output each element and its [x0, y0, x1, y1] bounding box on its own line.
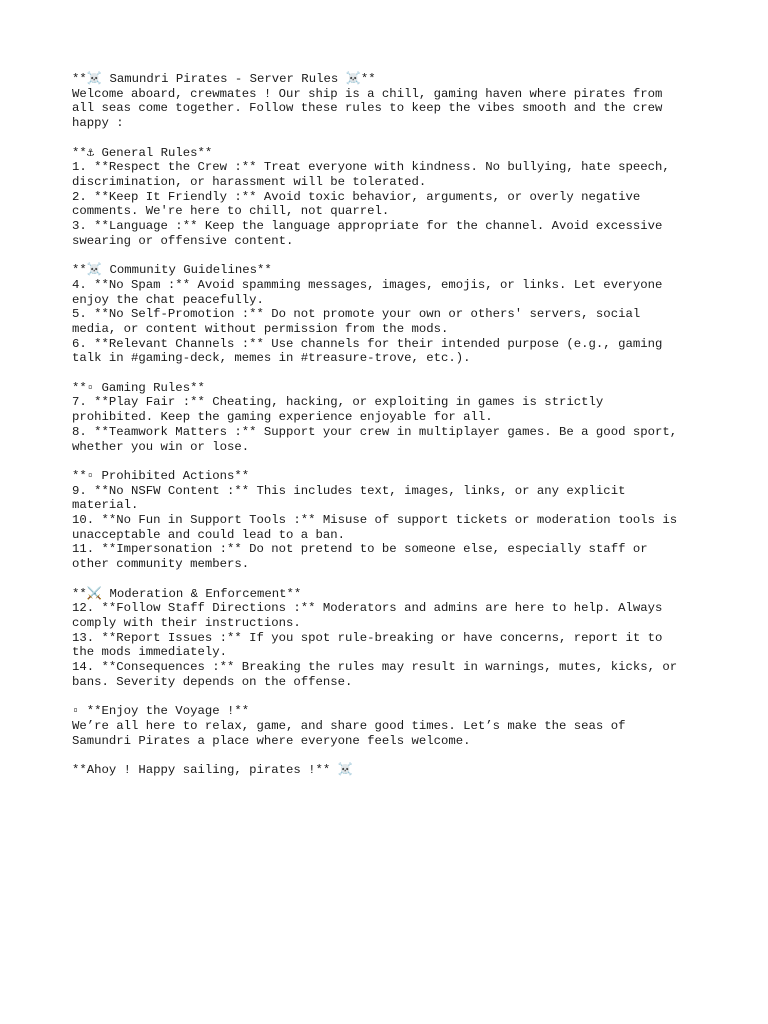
- rule-item-line: 12. **Follow Staff Directions :** Moderators and admins are here to help. Always: [72, 601, 663, 616]
- blank-line: [72, 131, 712, 146]
- rule-item-line: 13. **Report Issues :** If you spot rule-breaking or have concerns, report it to: [72, 630, 663, 645]
- rule-item-line: 8. **Teamwork Matters :** Support your crew in multiplayer games. Be a good sport,: [72, 424, 678, 439]
- rule-item-line: 10. **No Fun in Support Tools :** Misuse of support tickets or moderation tools is: [72, 513, 678, 528]
- section-heading: **⚔️ Moderation & Enforcement**: [72, 586, 302, 601]
- text-line: unacceptable and could lead to a ban.: [72, 527, 346, 542]
- section-heading: **☠️ Samundri Pirates - Server Rules ☠️**: [72, 72, 376, 86]
- text-line: prohibited. Keep the gaming experience enjoyable for all.: [72, 410, 493, 425]
- rule-item-line: 1. **Respect the Crew :** Treat everyone with kindness. No bullying, hate speech,: [72, 160, 670, 175]
- text-line: happy :: [72, 116, 124, 131]
- text-line: other community members.: [72, 557, 250, 572]
- text-line: Welcome aboard, crewmates ! Our ship is a chill, gaming haven where pirates from: [72, 86, 663, 101]
- text-line: We’re all here to relax, game, and share good times. Let’s make the seas of: [72, 718, 626, 733]
- text-line: material.: [72, 498, 139, 513]
- blank-line: [72, 366, 712, 381]
- text-line: all seas come together. Follow these rules to keep the vibes smooth and the crew: [72, 101, 663, 116]
- rule-item-line: 14. **Consequences :** Breaking the rules may result in warnings, mutes, kicks, or: [72, 660, 678, 675]
- section-heading: **⚓ General Rules**: [72, 145, 213, 160]
- document-page: [72, 72, 712, 778]
- text-line: media, or content without permission from the mods.: [72, 321, 449, 336]
- blank-line: [72, 748, 712, 763]
- rule-item-line: 5. **No Self-Promotion :** Do not promote your own or others' servers, social: [72, 307, 641, 322]
- text-line: Samundri Pirates a place where everyone feels welcome.: [72, 733, 471, 748]
- document-body: [72, 72, 712, 778]
- blank-line: [72, 572, 712, 587]
- text-line: swearing or offensive content.: [72, 233, 294, 248]
- text-line: comments. We're here to chill, not quarrel.: [72, 204, 390, 219]
- text-line: ▫ **Enjoy the Voyage !**: [72, 704, 250, 719]
- text-line: whether you win or lose.: [72, 439, 250, 454]
- blank-line: [72, 248, 712, 263]
- blank-line: [72, 454, 712, 469]
- rule-item-line: 7. **Play Fair :** Cheating, hacking, or exploiting in games is strictly: [72, 395, 604, 410]
- rule-item-line: 4. **No Spam :** Avoid spamming messages, images, emojis, or links. Let everyone: [72, 277, 663, 292]
- text-line: talk in #gaming-deck, memes in #treasure-trove, etc.).: [72, 351, 471, 366]
- text-line: comply with their instructions.: [72, 615, 301, 630]
- rule-item-line: 3. **Language :** Keep the language appropriate for the channel. Avoid excessive: [72, 219, 663, 234]
- rule-item-line: 2. **Keep It Friendly :** Avoid toxic behavior, arguments, or overly negative: [72, 189, 641, 204]
- section-heading: **☠️ Community Guidelines**: [72, 263, 272, 278]
- rule-item-line: 9. **No NSFW Content :** This includes text, images, links, or any explicit: [72, 483, 626, 498]
- text-line: enjoy the chat peacefully.: [72, 292, 264, 307]
- text-line: **Ahoy ! Happy sailing, pirates !** ☠️: [72, 762, 353, 777]
- rule-item-line: 6. **Relevant Channels :** Use channels for their intended purpose (e.g., gaming: [72, 336, 663, 351]
- blank-line: [72, 689, 712, 704]
- section-heading: **▫ Gaming Rules**: [72, 380, 205, 395]
- rule-item-line: 11. **Impersonation :** Do not pretend to be someone else, especially staff or: [72, 542, 648, 557]
- section-heading: **▫ Prohibited Actions**: [72, 468, 250, 483]
- text-line: bans. Severity depends on the offense.: [72, 674, 353, 689]
- text-line: discrimination, or harassment will be tolerated.: [72, 174, 427, 189]
- text-line: the mods immediately.: [72, 645, 227, 660]
